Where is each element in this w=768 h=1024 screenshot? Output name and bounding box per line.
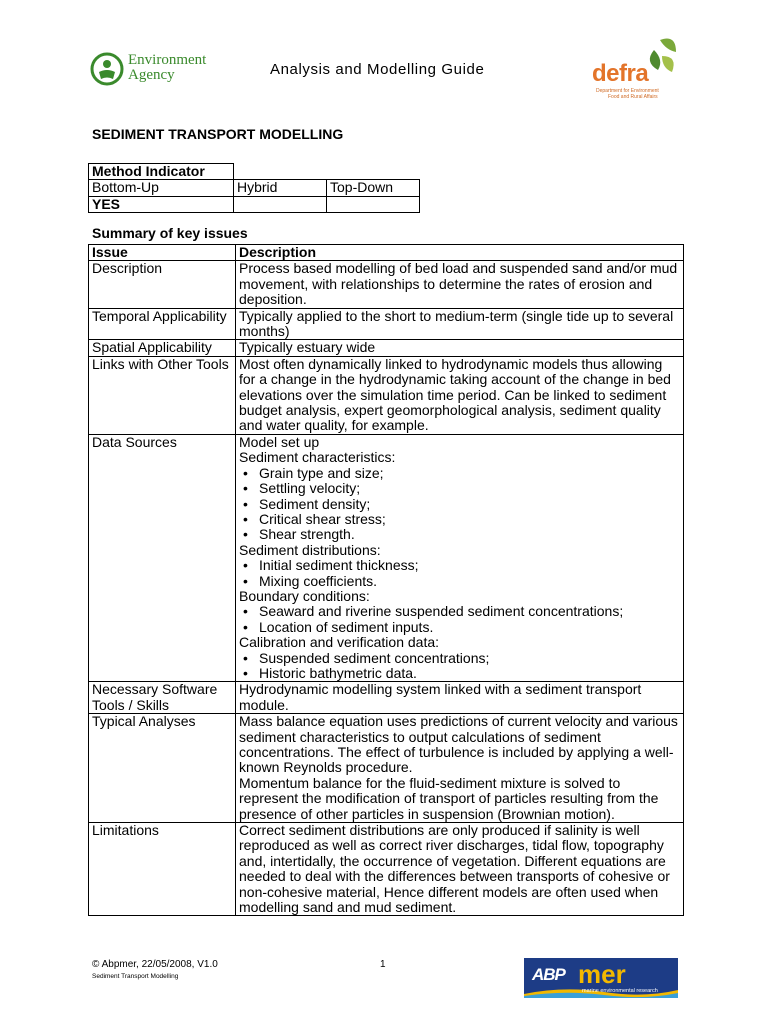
mer-abp-text: ABP	[532, 965, 565, 984]
method-option-bottom-up: Bottom-Up	[89, 180, 234, 196]
page-number: 1	[380, 959, 386, 970]
table-row	[89, 308, 684, 340]
footer-copyright: © Abpmer, 22/05/2008, V1.0	[92, 959, 218, 970]
data-sources-boundary-label: Boundary conditions:	[239, 587, 370, 604]
method-empty-cell	[327, 196, 420, 212]
list-item: • Shear strength.	[239, 527, 681, 542]
defra-logo	[590, 34, 685, 100]
column-header-issue: Issue	[89, 245, 236, 261]
abpmer-logo	[524, 958, 678, 998]
data-sources-model-setup: Model set up	[239, 433, 320, 450]
description-cell: Correct sediment distributions are only produced if salinity is well reproduced as well as correct river discharges, tidal flow, topography and, intertidally, the occurrence of vegetation. Different equations are needed to deal with the differences between transports of cohesive or non-cohesive material, Hence different models are often used when modelling sand and mud sediment.	[236, 823, 684, 916]
document-title: SEDIMENT TRANSPORT MODELLING	[92, 126, 344, 142]
method-option-hybrid: Hybrid	[234, 180, 327, 196]
description-cell: Hydrodynamic modelling system linked with a sediment transport module.	[236, 682, 684, 714]
list-item: • Mixing coefficients.	[239, 574, 681, 589]
issue-cell: Spatial Applicability	[89, 340, 236, 356]
mer-wordmark: mer	[578, 959, 626, 989]
characteristics-list	[239, 466, 681, 543]
table-row	[89, 714, 684, 823]
issue-cell: Temporal Applicability	[89, 308, 236, 340]
issue-cell: Data Sources	[89, 434, 236, 682]
method-option-top-down: Top-Down	[327, 180, 420, 196]
data-sources-calibration-label: Calibration and verification data:	[239, 634, 440, 651]
ea-logo-line2: Agency	[128, 67, 175, 83]
description-cell	[236, 714, 684, 823]
table-row	[89, 261, 684, 308]
calibration-list	[239, 651, 681, 682]
environment-agency-emblem-icon	[90, 52, 124, 86]
description-cell: Typically applied to the short to medium-term (single tide up to several months)	[236, 308, 684, 340]
list-item: • Sediment density;	[239, 497, 681, 512]
data-sources-characteristics-label: Sediment characteristics:	[239, 449, 396, 466]
issue-cell: Typical Analyses	[89, 714, 236, 823]
description-cell: Most often dynamically linked to hydrodynamic models thus allowing for a change in the hydrodynamic taking account of the change in bed elevations over the simulation time period. Can be linked to sediment budget analysis, expert geomorphological analysis, sediment quality and water quality, for example.	[236, 356, 684, 434]
method-selected-value: YES	[89, 196, 234, 212]
description-cell: Process based modelling of bed load and suspended sand and/or mud movement, with relationships to determine the rates of erosion and deposition.	[236, 261, 684, 308]
table-row	[89, 682, 684, 714]
defra-subtitle-line1: Department for Environment	[596, 88, 659, 94]
description-cell	[236, 434, 684, 682]
ea-logo-line1: Environment	[128, 52, 207, 68]
table-row	[89, 340, 684, 356]
list-item: • Critical shear stress;	[239, 512, 681, 527]
list-item: • Historic bathymetric data.	[239, 666, 681, 681]
guide-title: Analysis and Modelling Guide	[270, 61, 485, 78]
description-cell: Typically estuary wide	[236, 340, 684, 356]
list-item: • Seaward and riverine suspended sediment concentrations;	[239, 604, 681, 619]
footer-subtitle: Sediment Transport Modelling	[92, 973, 179, 980]
issue-cell: Description	[89, 261, 236, 308]
method-empty-cell	[234, 196, 327, 212]
typical-analyses-paragraph-1: Mass balance equation uses predictions of current velocity and various sediment characteristics to output calculations of sediment concentrations. The effect of turbulence is included by applying a well-known Reynolds procedure.	[239, 713, 678, 776]
issue-cell: Necessary Software Tools / Skills	[89, 682, 236, 714]
list-item: • Grain type and size;	[239, 466, 681, 481]
method-indicator-table	[88, 163, 420, 213]
issue-cell: Links with Other Tools	[89, 356, 236, 434]
column-header-description: Description	[236, 245, 684, 261]
list-item: • Location of sediment inputs.	[239, 620, 681, 635]
table-row	[89, 434, 684, 682]
list-item: • Initial sediment thickness;	[239, 558, 681, 573]
boundary-list	[239, 604, 681, 635]
list-item: • Suspended sediment concentrations;	[239, 651, 681, 666]
summary-heading: Summary of key issues	[92, 225, 248, 241]
table-header-row	[89, 245, 684, 261]
typical-analyses-paragraph-2: Momentum balance for the fluid-sediment mixture is solved to represent the modification of transport of particles resulting from the presence of other particles in suspension (Brownian motion).	[239, 774, 659, 822]
issue-cell: Limitations	[89, 823, 236, 916]
data-sources-distributions-label: Sediment distributions:	[239, 541, 381, 558]
table-row	[89, 356, 684, 434]
distributions-list	[239, 558, 681, 589]
ea-logo-text	[128, 53, 206, 83]
method-indicator-heading: Method Indicator	[89, 164, 234, 180]
table-row	[89, 823, 684, 916]
environment-agency-logo	[90, 50, 250, 94]
defra-subtitle-line2: Food and Rural Affairs	[608, 94, 658, 100]
defra-wordmark: defra	[592, 60, 649, 87]
mer-tagline: marine environmental research	[582, 988, 658, 994]
summary-table	[88, 244, 684, 916]
list-item: • Settling velocity;	[239, 481, 681, 496]
